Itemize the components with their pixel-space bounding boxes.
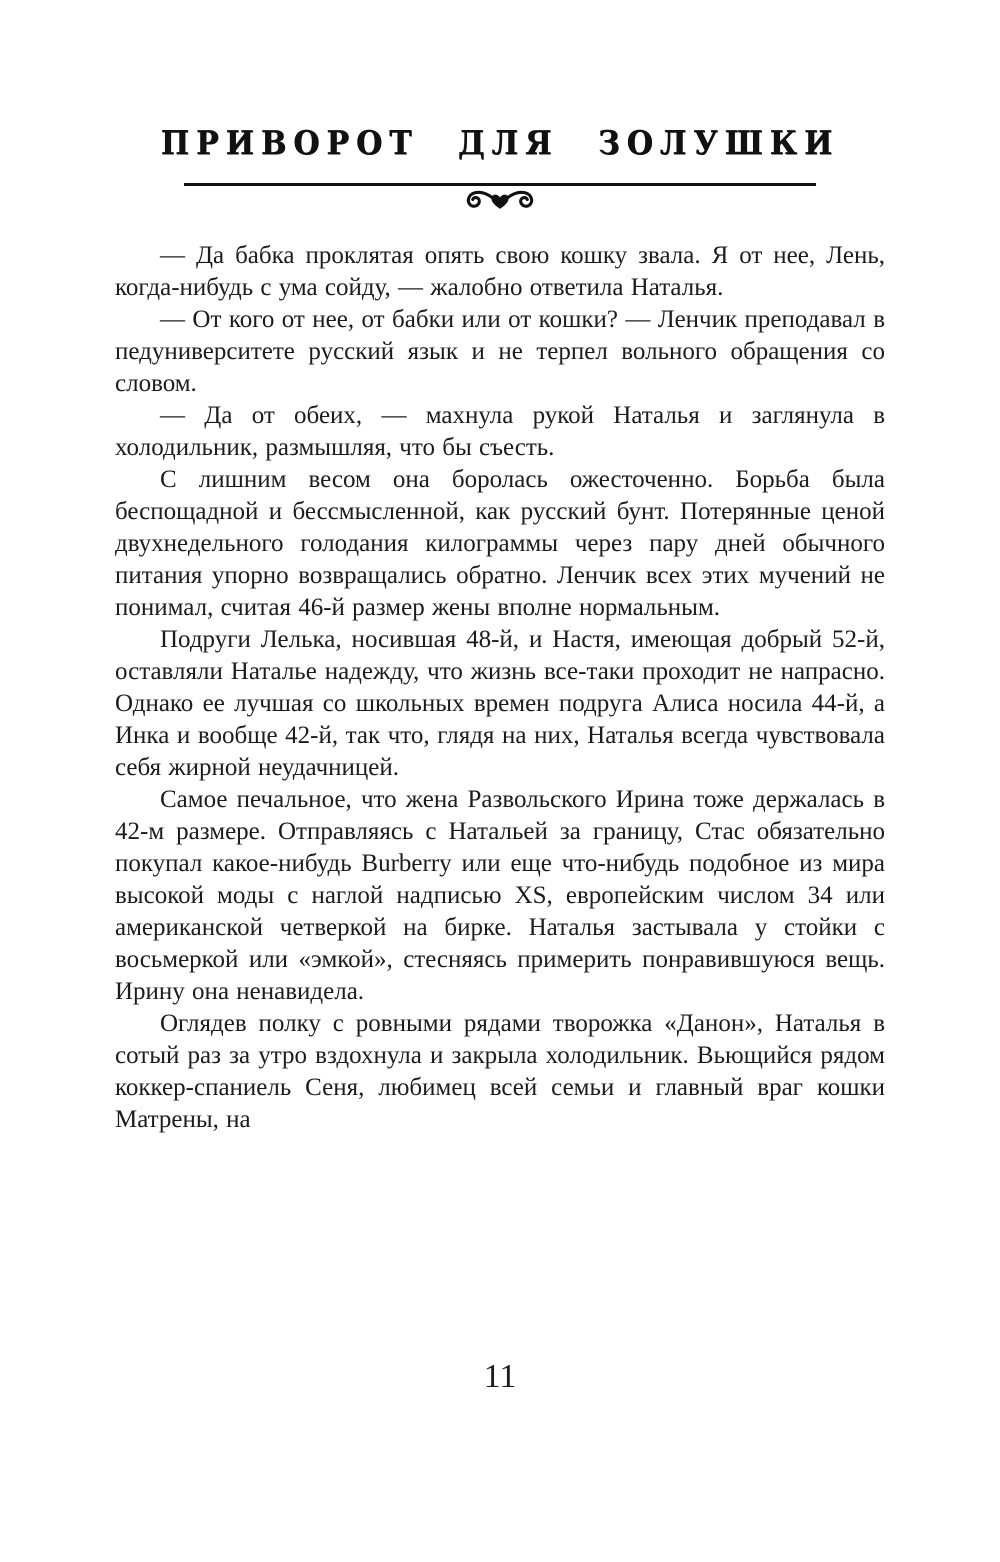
paragraph: — Да бабка проклятая опять свою кошку звала. Я от нее, Лень, когда-нибудь с ума сойду, — жалобно ответила Наталья. <box>115 242 885 301</box>
page-number: 11 <box>483 1358 517 1395</box>
paragraph: С лишним весом она боролась ожесточенно. Борьба была беспощадной и бессмысленной, как русский бунт. Потерянные ценой двухнедельного голодания килограммы через пару дней обычного питания упорно возвращались обратно. Ленчик всех этих мучений не понимал, считая 46-й размер жены вполне нормальным. <box>115 466 885 621</box>
paragraph: — Да от обеих, — махнула рукой Наталья и заглянула в холодильник, размышляя, что бы съесть. <box>115 402 885 461</box>
scroll-flourish-icon <box>115 187 885 214</box>
book-title: ПРИВОРОТ ДЛЯ ЗОЛУШКИ <box>160 124 840 163</box>
paragraph: Оглядев полку с ровными рядами творожка «Данон», Наталья в сотый раз за утро вздохнула и закрыла холодильник. Вьющийся рядом коккер-спаниель Сеня, любимец всей семьи и главный враг кошки Матрены, на <box>115 1010 885 1133</box>
paragraph: Самое печальное, что жена Развольского Ирина тоже держалась в 42-м размере. Отправляясь с Натальей за границу, Стас обязательно покупал какое-нибудь Burberry или еще что-нибудь подобное из мира высокой моды с наглой надписью XS, европейским числом 34 или американской четверкой на бирке. Наталья застывала у стойки с восьмеркой или «эмкой», стесняясь примерить понравившуюся вещь. Ирину она ненавидела. <box>115 786 885 1005</box>
body-text <box>115 240 885 1136</box>
paragraph: — От кого от нее, от бабки или от кошки? — Ленчик преподавал в педуниверситете русский язык и не терпел вольного обращения со словом. <box>115 306 885 397</box>
paragraph: Подруги Лелька, носившая 48-й, и Настя, имеющая добрый 52-й, оставляли Наталье надежду, что жизнь все-таки проходит не напрасно. Однако ее лучшая со школьных времен подруга Алиса носила 44-й, а Инка и вообще 42-й, так что, глядя на них, Наталья всегда чувствовала себя жирной неудачницей. <box>115 626 885 781</box>
chapter-header <box>115 126 885 214</box>
header-rule <box>184 183 816 186</box>
